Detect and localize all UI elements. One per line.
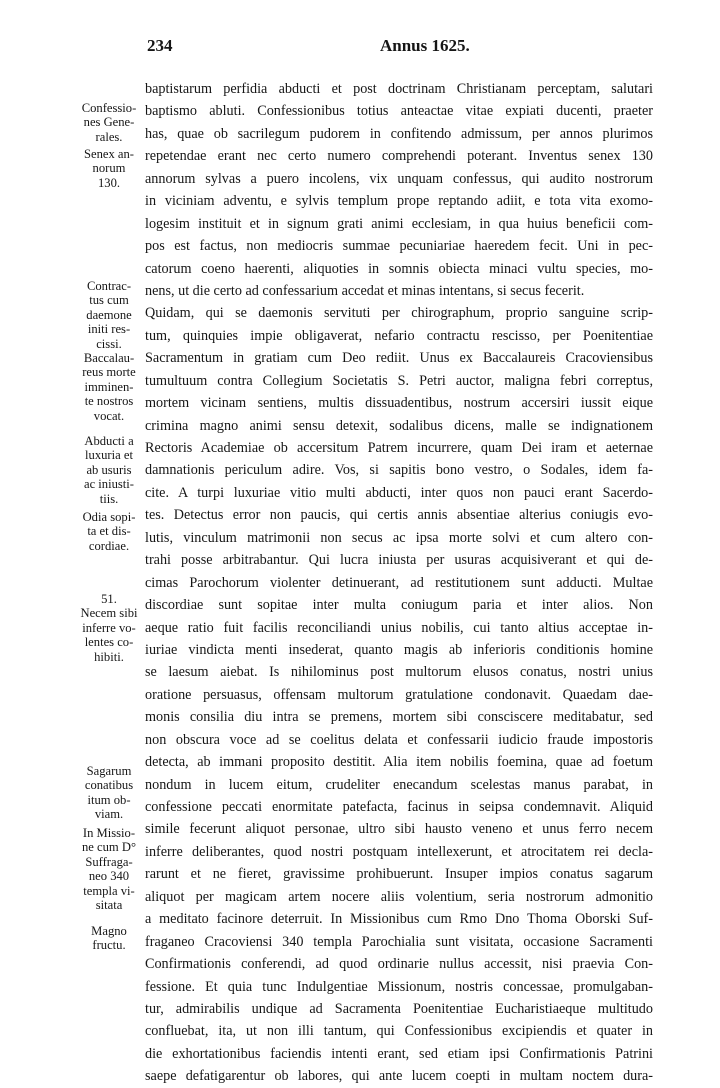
margin-note-senex-annorum (74, 147, 144, 190)
margin-note-contractus-cum-daemone (74, 279, 144, 351)
body-line: Sacramentum in gratiam cum Deo rediit. Unus ex Baccalaureis Cracoviensibus (145, 350, 653, 367)
margin-note-abducti-a-luxuria (74, 434, 144, 506)
margin-note-line: imminen- (84, 379, 134, 394)
page-number: 234 (147, 36, 173, 55)
body-line: rarunt et ne fieret, gravissime prohibuerunt. Insuper impios conatus sagarum (145, 866, 653, 883)
margin-note-confessiones-generales (74, 101, 144, 144)
margin-note-line: ta et dis- (87, 524, 131, 539)
margin-note-line: lentes co- (84, 635, 134, 650)
margin-note-line: viam. (94, 807, 124, 822)
body-line: confluebat, ita, ut non illi tantum, qui Confessionibus excipiendis et quater in (145, 1023, 653, 1040)
body-line: Rectoris Academiae ob accersitum Patrem incurrere, quam Dei iram et aeternae (145, 440, 653, 456)
body-line: annorum sylvas a puero incolens, vix unquam confessus, qui audito nostrorum (145, 170, 653, 187)
body-line: confessione peccati enormitate patefacta, facinus in seipsa condemnavit. Aliquid (145, 799, 653, 815)
running-title: Annus 1625. (380, 36, 470, 55)
margin-note-line: tus cum (89, 293, 129, 308)
margin-note-line: cordiae. (88, 538, 130, 553)
body-line: inferre deliberantes, quod nostri postquam intellexerunt, et atrocitatem rei decla- (145, 843, 653, 860)
margin-note-line: te nostros (84, 394, 134, 409)
body-line: se laesum aiebat. Is nihilominus post multorum elusos conatus, nostri unius (145, 664, 653, 681)
margin-note-line: vocat. (93, 408, 125, 423)
margin-note-line: norum (92, 161, 126, 176)
body-line: a meditato facinore deterruit. In Missionibus cum Rmo Dno Thoma Oborski Suf- (145, 911, 653, 928)
body-line: Confirmationis conferendi, ad quod ordinarie nullus accessit, nisi praevia Con- (145, 956, 653, 973)
body-line: fraganeo Cracoviensi 340 templa Parochialia sunt visitata, occasione Sacramenti (145, 933, 653, 950)
margin-note-line: Suffraga- (85, 854, 133, 869)
margin-note-line: ab usuris (86, 462, 132, 477)
margin-note-line: Magno (91, 924, 127, 938)
margin-note-line: Abducti a (84, 434, 134, 448)
body-line: pos est factus, non mediocris summae pecuniariae haeredem fecit. Uni in pec- (145, 238, 653, 255)
margin-note-line: cissi. (96, 336, 122, 351)
margin-note-line: neo 340 (88, 869, 130, 884)
margin-note-line: hibiti. (94, 649, 124, 664)
margin-note-line: Contrac- (86, 279, 132, 293)
margin-note-line: luxuria et (85, 448, 133, 463)
body-line: catorum coeno haerenti, aliquoties in somnis obiecta minaci vultu species, mo- (145, 260, 653, 277)
body-line: logesim instituit et in signum grati animi ecclesiam, in qua huius beneficii com- (145, 215, 653, 232)
margin-note-line: nes Gene- (83, 115, 135, 130)
margin-note-baccalaureus (74, 351, 144, 423)
body-line: cite. A turpi luxuriae vitio multi abducti, inter quos non pauci erant Sacerdo- (145, 484, 653, 501)
body-line: baptismo abluti. Confessionibus totius anteactae vitae expiati ducenti, praeter (145, 103, 653, 120)
margin-note-line: daemone (86, 307, 132, 322)
margin-note-line: In Missio- (82, 826, 136, 840)
body-line: nens, ut die certo ad confessarium accedat et minas intentans, si secus fecerit. (145, 282, 585, 299)
margin-note-line: inferre vo- (82, 620, 136, 635)
body-line: die exhortationibus faciendis intenti erant, sed etiam ipsi Confirmationis Patrini (145, 1045, 653, 1062)
body-line: in viciniam adventu, e sylvis templum prope reptando adiit, e tota vita exomo- (145, 193, 653, 210)
body-line: tes. Detectus error non paucis, qui certis annis absentiae alterius coniugis evo- (145, 507, 653, 524)
body-line: saepe defatigarentur ob labores, qui ante lucem coepti in multam noctem dura- (145, 1068, 653, 1085)
body-line: aeque ratio fuit facilis reconciliandi unius nobilis, cui tanto altius acceptae in- (145, 619, 653, 636)
margin-note-odia-sopita (74, 510, 144, 553)
margin-note-line: 51. (101, 592, 117, 606)
body-line: detecta, ab immani proposito destitit. Alia item nobilis foemina, quae ad foetum (145, 754, 653, 771)
body-line: fessione. Et quia tunc Indulgentiae Missionum, nostris concessae, promulgaban- (145, 978, 653, 995)
body-line: baptistarum perfidia abducti et post doctrinam Christianam perceptam, salutari (145, 81, 653, 97)
margin-note-line: initi res- (87, 322, 131, 337)
margin-note-line: Confessio- (81, 101, 137, 115)
body-line: iuriae vindicta menti insederat, quanto magis ab inferioris conditionis homine (145, 641, 653, 658)
body-line: has, quae ob sacrilegum pudorem in confitendo admissum, per annos plurimos (145, 125, 653, 142)
margin-note-line: templa vi- (83, 883, 135, 898)
body-text (145, 78, 653, 1088)
margin-note-magno-fructu (74, 924, 144, 953)
margin-note-in-missione (74, 826, 144, 912)
body-line: aliquot per magicam artem nocere aliis volentium, seria nostrorum admonitio (145, 888, 653, 905)
body-line: trahi posse arbitrabantur. Qui lucra iniusta per usuras acquisiverant et qui de- (145, 552, 653, 569)
margin-note-sagarum-conatibus (74, 764, 144, 822)
margin-note-line: Sagarum (86, 764, 132, 778)
margin-note-line: ac iniusti- (83, 477, 134, 492)
body-line: mortem vicinam sentiens, multis dissuadentibus, nostrum accersiri iussit eique (145, 395, 653, 412)
margin-note-line: 130. (97, 175, 121, 190)
margin-note-line: sitata (95, 898, 123, 913)
body-line: tumultuum contra Collegium Societatis S. Petri auctor, maligna febri correptus, (145, 372, 653, 389)
body-line: tum, quinquies impie obligaverat, nefario contractu rescisso, per Poenitentiae (145, 327, 653, 344)
margin-note-line: tiis. (99, 491, 119, 506)
body-line: crimina magno animi sensu detexit, sodalibus dicens, malle se indignationem (145, 417, 653, 434)
margin-note-line: Senex an- (83, 147, 134, 161)
margin-note-line: Odia sopi- (82, 510, 136, 524)
margin-note-necem-sibi (74, 592, 144, 664)
margin-note-line: itum ob- (87, 792, 131, 807)
body-line: discordiae sunt sopitae inter multa coniugum paria et inter alios. Non (145, 597, 653, 614)
margin-note-line: ne cum D° (82, 840, 136, 855)
margin-note-line: Baccalau- (83, 351, 135, 365)
body-line: cimas Parochorum violenter detinuerant, ad restitutionem sunt adducti. Multae (145, 574, 653, 591)
body-line: lutis, vinculum matrimonii non secus ac ipsa morte solvi et cum altero con- (145, 529, 653, 546)
body-line: repetendae erant nec certo numero comprehendi poterant. Inventus senex 130 (145, 148, 653, 165)
body-line: simile fecerunt aliquot personae, ultro sibi hausto veneno et unus ferro necem (145, 821, 653, 838)
margin-note-line: fructu. (92, 938, 126, 953)
body-line: oratione persuasus, offensam multorum gratulatione condonavit. Quaedam dae- (145, 686, 653, 703)
margin-note-line: reus morte (82, 365, 136, 380)
body-line: monis consilia diu intra se premens, mortem sibi consciscere meditabatur, sed (145, 709, 653, 726)
margin-note-line: conatibus (84, 778, 134, 793)
body-line: non obscura voce ad se coelitus delata et confessarii iudicio fraude impostoris (145, 731, 653, 748)
body-line: tur, admirabilis undique ad Sacramenta Poenitentiae Eucharistiaeque multitudo (145, 1000, 653, 1017)
margin-note-line: Necem sibi (80, 606, 138, 621)
margin-note-line: rales. (95, 129, 123, 144)
body-line: damnationis periculum adire. Vos, si sapitis bono vestro, o Sodales, idem fa- (145, 462, 653, 479)
body-line: nondum in lucem eitum, crudeliter enecandum scelestas manus parabat, in (145, 776, 653, 793)
body-line: Quidam, qui se daemonis servituti per chirographum, proprio sanguine scrip- (145, 305, 653, 322)
